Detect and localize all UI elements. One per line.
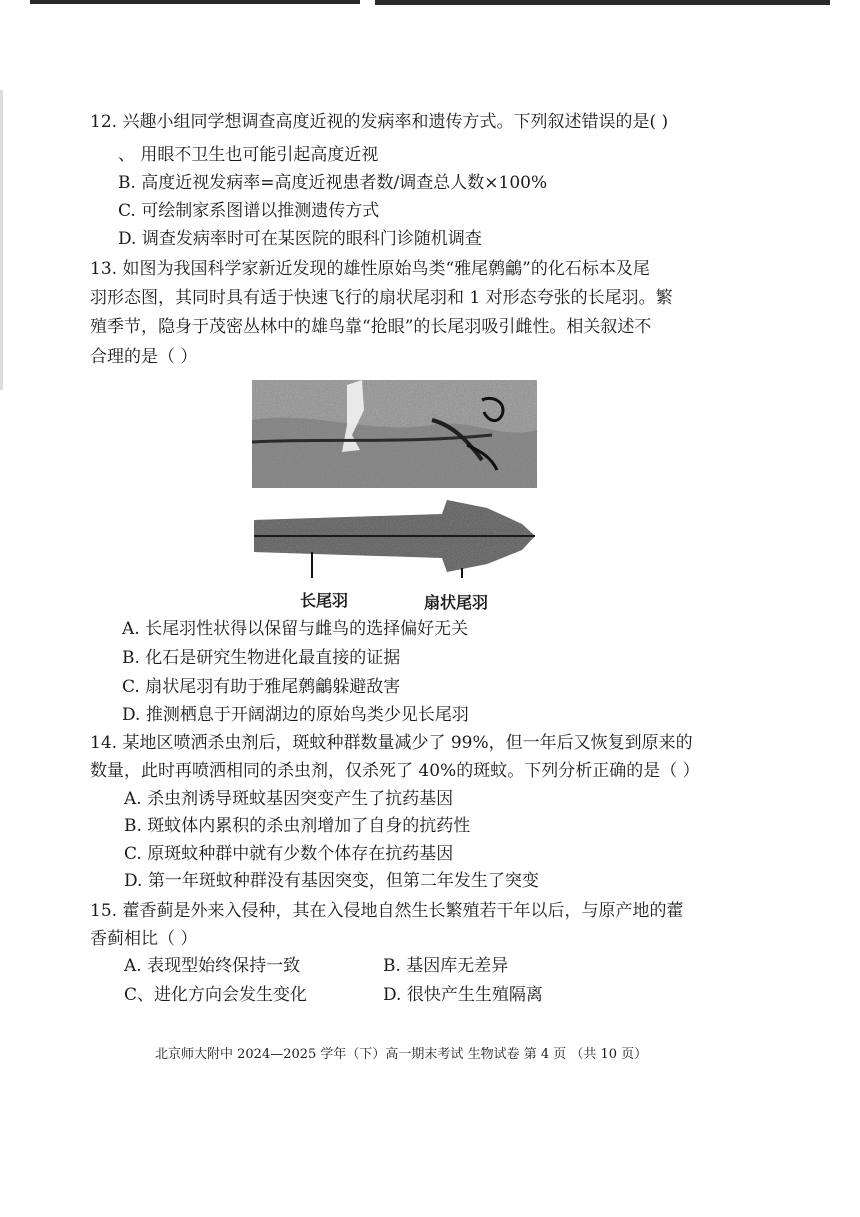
q12-option-a: 、 用眼不卫生也可能引起高度近视 <box>118 145 379 165</box>
scan-edge-top-right <box>375 0 830 5</box>
q12-stem: 12. 兴趣小组同学想调查高度近视的发病率和遗传方式。下列叙述错误的是( ) <box>90 112 669 132</box>
q13-stem-line-2: 羽形态图，其同时具有适于快速飞行的扇状尾羽和 1 对形态夸张的长尾羽。繁 <box>90 288 673 308</box>
q12-option-c: C. 可绘制家系图谱以推测遗传方式 <box>118 201 380 221</box>
q15-option-c: C、进化方向会发生变化 <box>124 985 308 1005</box>
scan-edge-left <box>0 90 3 390</box>
scan-edge-top-left <box>30 0 360 4</box>
q12-option-d: D. 调查发病率时可在某医院的眼科门诊随机调查 <box>118 229 482 249</box>
q15-option-d: D. 很快产生生殖隔离 <box>383 985 543 1005</box>
q15-stem-line-2: 香蓟相比（ ） <box>90 929 198 949</box>
q14-option-a: A. 杀虫剂诱导斑蚊基因突变产生了抗药基因 <box>124 789 454 809</box>
fan-tail-label: 扇状尾羽 <box>424 593 489 612</box>
fossil-photo <box>252 380 537 488</box>
q12-option-b: B. 高度近视发病率=高度近视患者数/调查总人数×100% <box>118 173 548 193</box>
q13-option-d: D. 推测栖息于开阔湖边的原始鸟类少见长尾羽 <box>122 705 469 725</box>
q15-stem-line-1: 15. 藿香蓟是外来入侵种，其在入侵地自然生长繁殖若干年以后，与原产地的藿 <box>90 901 684 921</box>
q15-option-b: B. 基因库无差异 <box>383 956 509 976</box>
q13-option-c: C. 扇状尾羽有助于雅尾鹩鸙躲避敌害 <box>122 677 401 697</box>
q13-option-b: B. 化石是研究生物进化最直接的证据 <box>122 648 401 668</box>
q15-option-a: A. 表现型始终保持一致 <box>124 956 301 976</box>
q13-option-a: A. 长尾羽性状得以保留与雌鸟的选择偏好无关 <box>122 619 469 639</box>
q13-stem-line-1: 13. 如图为我国科学家新近发现的雄性原始鸟类“雅尾鹩鸙”的化石标本及尾 <box>90 259 650 279</box>
q13-figure <box>252 380 537 610</box>
q13-stem-line-3: 殖季节，隐身于茂密丛林中的雄鸟靠“抢眼”的长尾羽吸引雌性。相关叙述不 <box>90 317 652 337</box>
q13-stem-line-4: 合理的是（ ） <box>90 347 198 367</box>
q14-option-d: D. 第一年斑蚊种群没有基因突变，但第二年发生了突变 <box>124 871 539 891</box>
q14-option-c: C. 原斑蚊种群中就有少数个体存在抗药基因 <box>124 844 454 864</box>
q14-option-b: B. 斑蚊体内累积的杀虫剂增加了自身的抗药性 <box>124 816 471 836</box>
long-tail-label: 长尾羽 <box>300 591 349 610</box>
tail-feather-diagram <box>252 498 537 578</box>
q14-stem-line-1: 14. 某地区喷洒杀虫剂后，斑蚊种群数量减少了 99%，但一年后又恢复到原来的 <box>90 733 693 753</box>
q14-stem-line-2: 数量，此时再喷洒相同的杀虫剂，仅杀死了 40%的斑蚊。下列分析正确的是（ ） <box>90 761 700 781</box>
page-footer: 北京师大附中 2024—2025 学年（下）高一期末考试 生物试卷 第 4 页 （共 10 页） <box>155 1047 648 1062</box>
